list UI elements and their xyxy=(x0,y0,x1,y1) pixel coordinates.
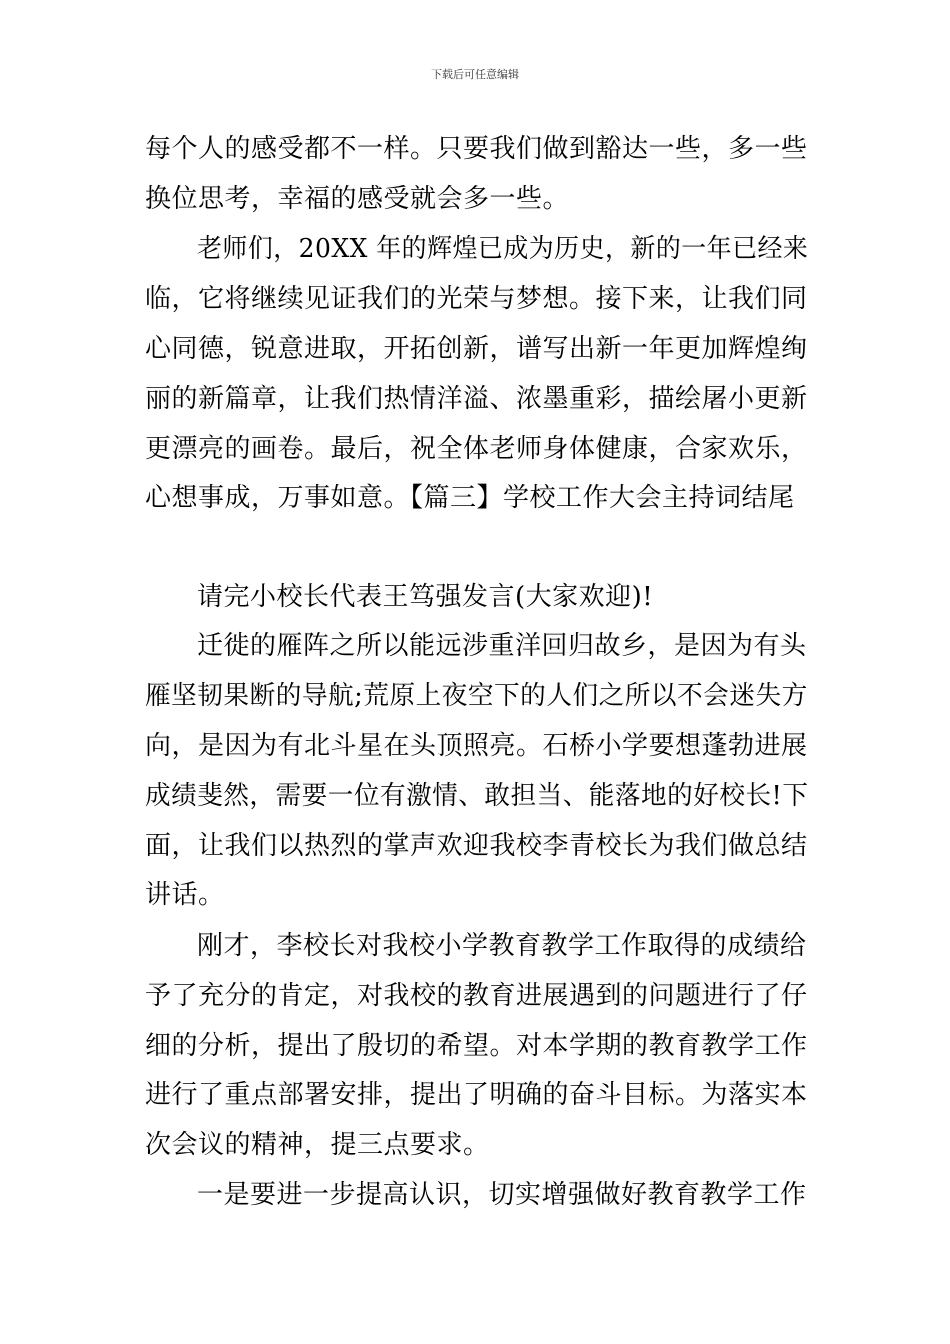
text-line: 一是要进一步提高认识，切实增强做好教育教学工作 xyxy=(197,1180,807,1210)
text-line: 老师们，20XX 年的辉煌已成为历史，新的一年已经来 xyxy=(197,234,809,264)
text-line: 迁徙的雁阵之所以能远涉重洋回归故乡，是因为有头 xyxy=(197,631,807,661)
text-line: 请完小校长代表王笃强发言(大家欢迎)! xyxy=(197,582,654,612)
text-line: 丽的新篇章，让我们热情洋溢、浓墨重彩，描绘屠小更新 xyxy=(145,384,808,414)
text-line: 讲话。 xyxy=(145,880,225,910)
text-line: 心同德，锐意进取，开拓创新，谱写出新一年更加辉煌绚 xyxy=(145,334,808,364)
text-line: 刚才，李校长对我校小学教育教学工作取得的成绩给 xyxy=(197,931,807,961)
text-line: 向，是因为有北斗星在头顶照亮。石桥小学要想蓬勃进展 xyxy=(145,731,808,761)
text-line: 换位思考，幸福的感受就会多一些。 xyxy=(145,184,570,214)
text-line: 临，它将继续见证我们的光荣与梦想。接下来，让我们同 xyxy=(145,284,808,314)
text-line: 面，让我们以热烈的掌声欢迎我校李青校长为我们做总结 xyxy=(145,831,808,861)
text-line: 进行了重点部署安排，提出了明确的奋斗目标。为落实本 xyxy=(145,1080,808,1110)
text-line: 更漂亮的画卷。最后，祝全体老师身体健康，合家欢乐， xyxy=(145,434,808,464)
text-line: 次会议的精神，提三点要求。 xyxy=(145,1130,490,1160)
text-line: 心想事成，万事如意。【篇三】学校工作大会主持词结尾 xyxy=(145,483,795,513)
text-line: 每个人的感受都不一样。只要我们做到豁达一些，多一些 xyxy=(145,134,808,164)
text-line: 雁坚韧果断的导航;荒原上夜空下的人们之所以不会迷失方 xyxy=(145,681,808,711)
page-header-note: 下载后可任意编辑 xyxy=(431,68,519,81)
text-line: 成绩斐然，需要一位有激情、敢担当、能落地的好校长!下 xyxy=(145,781,809,811)
text-line: 予了充分的肯定，对我校的教育进展遇到的问题进行了仔 xyxy=(145,981,808,1011)
text-line: 细的分析，提出了殷切的希望。对本学期的教育教学工作 xyxy=(145,1031,808,1061)
